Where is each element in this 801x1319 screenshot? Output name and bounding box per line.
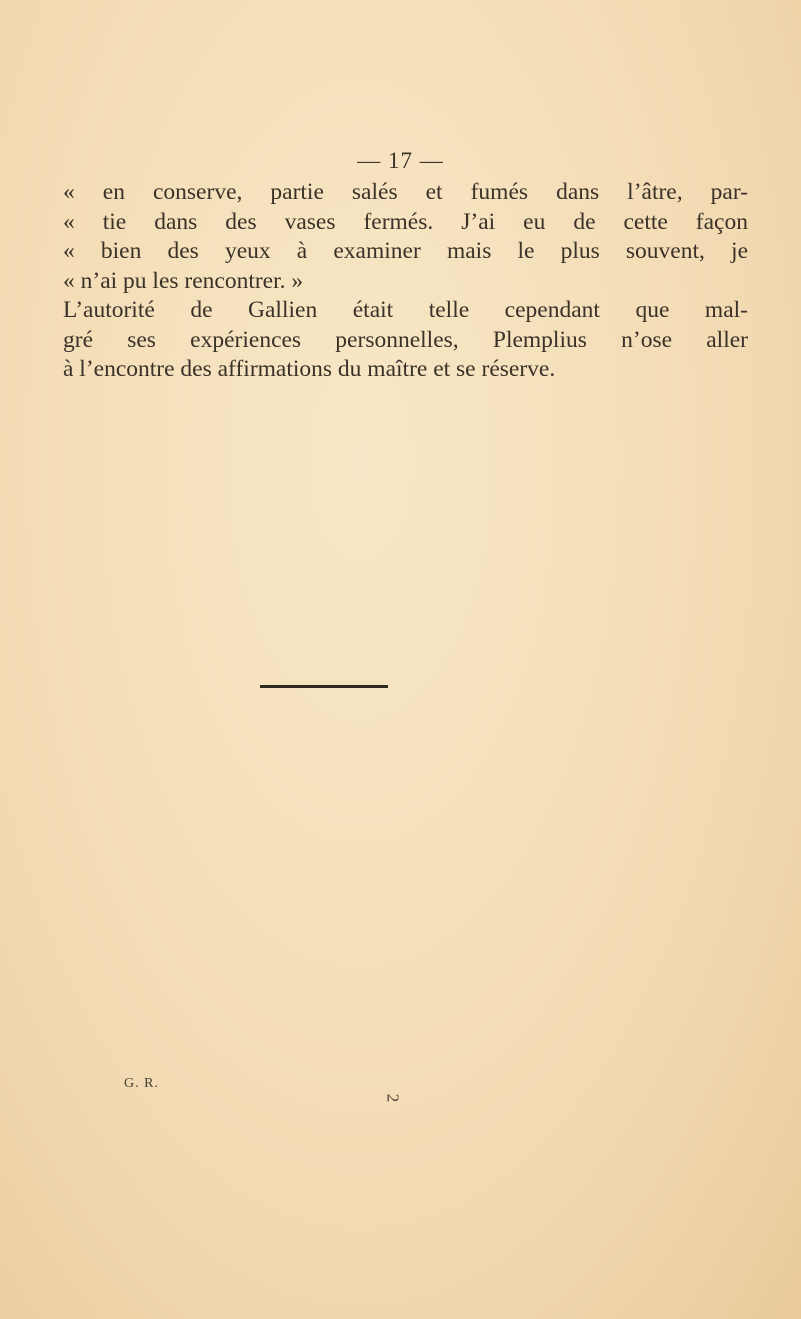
page-number: — 17 —: [357, 148, 444, 173]
section-divider: [260, 685, 388, 688]
text-line: à l’encontre des affirmations du maître et se réserve.: [63, 356, 556, 382]
text-line: « n’ai pu les rencontrer. »: [63, 267, 304, 294]
text-line: « bien des yeux à examiner mais le plus souvent, je: [63, 238, 748, 264]
body-text: [63, 178, 748, 385]
text-line: gré ses expériences personnelles, Plemplius n’ose aller: [63, 326, 748, 353]
text-line: « en conserve, partie salés et fumés dans l’âtre, par-: [63, 179, 748, 205]
printer-signature: G. R.: [124, 1076, 159, 1091]
sheet-number: 2: [383, 1093, 403, 1103]
text-line: « tie dans des vases fermés. J’ai eu de cette façon: [63, 208, 748, 235]
text-line: L’autorité de Gallien était telle cependant que mal-: [63, 297, 748, 323]
